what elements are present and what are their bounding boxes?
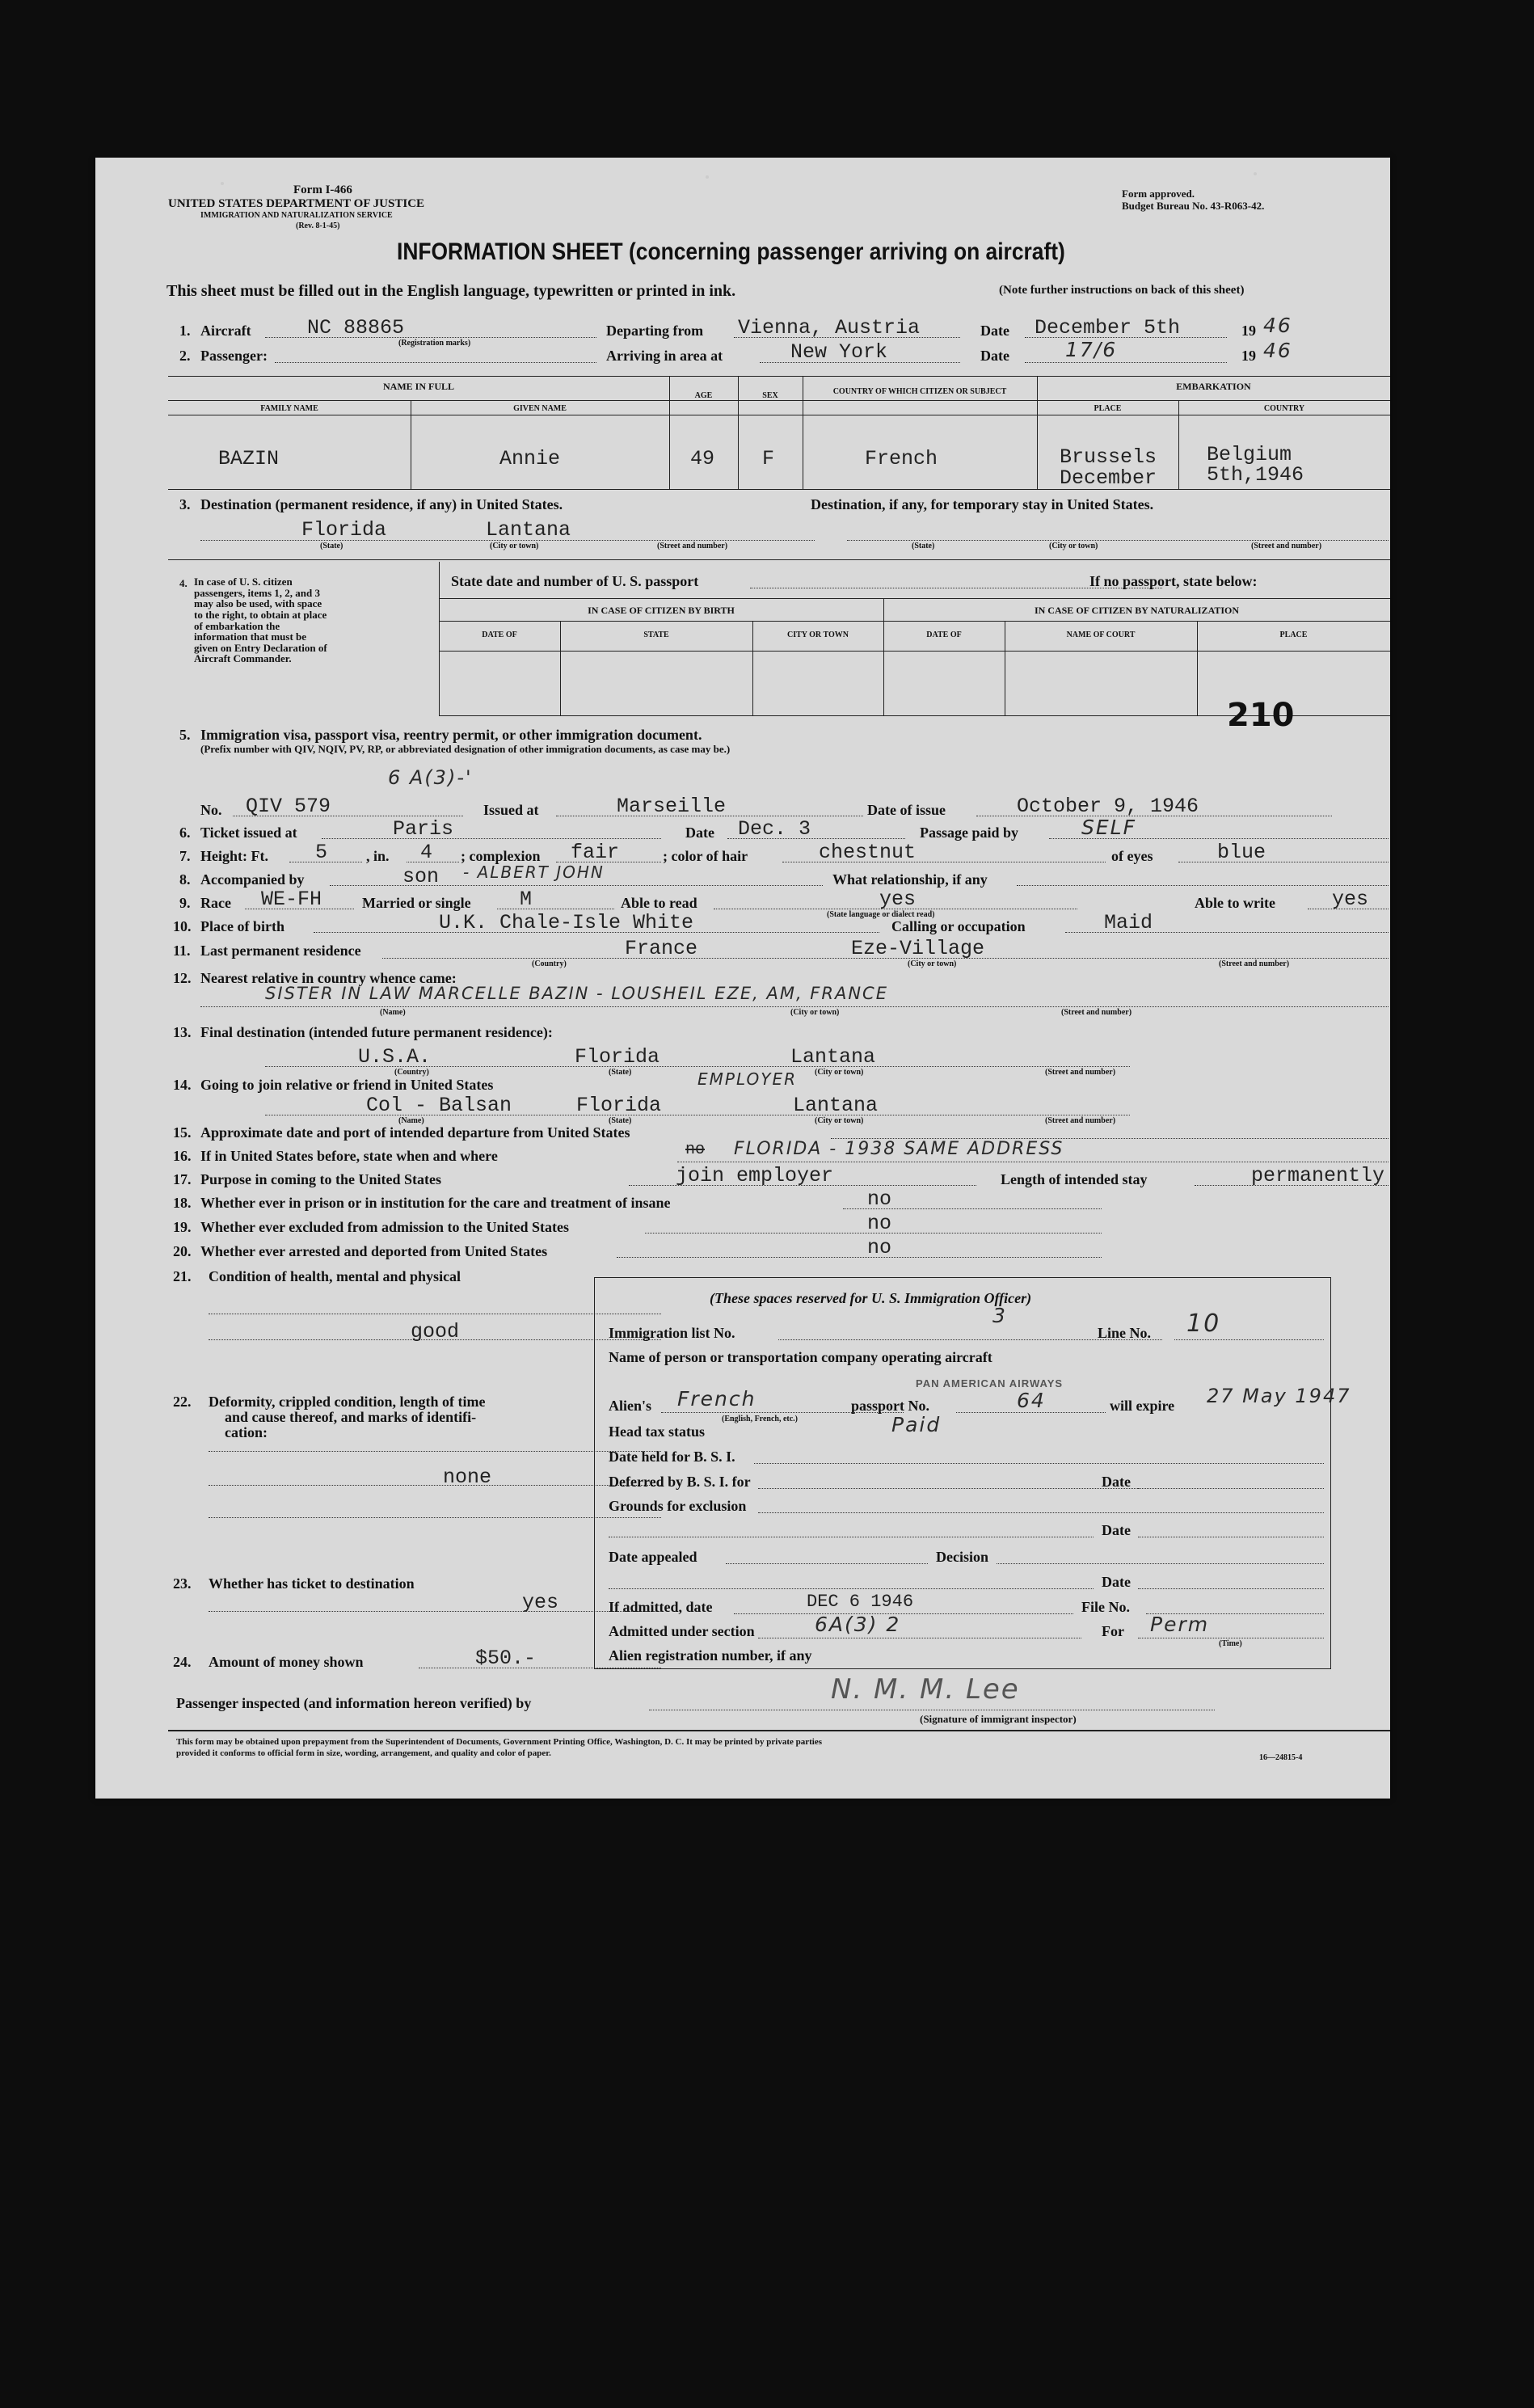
join-state: Florida <box>576 1094 662 1117</box>
last-residence-country: France <box>625 937 698 960</box>
sex: F <box>762 447 775 470</box>
height-ft: 5 <box>315 841 328 864</box>
visa-issue-date: October 9, 1946 <box>1017 795 1199 818</box>
officer-passport-no: 64 <box>1017 1389 1046 1412</box>
deformity: none <box>443 1465 492 1489</box>
passport-expiry: 27 May 1947 <box>1207 1385 1351 1407</box>
visa-issued-at: Marseille <box>617 795 727 818</box>
aliens-nationality: French <box>677 1387 756 1411</box>
money-shown: $50.- <box>475 1647 537 1670</box>
marital-status: M <box>520 888 533 911</box>
hair-color: chestnut <box>819 841 917 864</box>
purpose: join employer <box>676 1164 834 1187</box>
admitted-for: Perm <box>1150 1613 1210 1636</box>
complexion: fair <box>571 841 620 864</box>
destination-label: Destination (permanent residence, if any) in United States. <box>200 496 563 512</box>
department: UNITED STATES DEPARTMENT OF JUSTICE <box>168 197 425 210</box>
form-number: Form I-466 <box>293 183 352 196</box>
visa-number: QIV 579 <box>246 795 331 818</box>
accompanied-by: son <box>402 865 440 888</box>
health-condition: good <box>411 1320 460 1343</box>
arriving-date: 17/6 <box>1065 338 1118 361</box>
embark-country: Belgium <box>1207 443 1292 466</box>
note: (Note further instructions on back of this sheet) <box>999 284 1245 297</box>
ticket-date: Dec. 3 <box>738 817 811 841</box>
head-tax-status: Paid <box>891 1413 942 1436</box>
final-dest-country: U.S.A. <box>358 1045 432 1069</box>
passenger-label: Passenger: <box>200 348 268 364</box>
immigration-list-no: 3 <box>992 1304 1007 1327</box>
officer-box-title: (These spaces reserved for U. S. Immigration Officer) <box>710 1290 1032 1306</box>
admitted-date: DEC 6 1946 <box>807 1592 914 1612</box>
able-to-read: yes <box>879 888 917 911</box>
last-residence-city: Eze-Village <box>851 937 985 960</box>
footer-line-2: provided it conforms to official form in size, wording, arrangement, and quality and color of paper. <box>176 1748 551 1758</box>
page-title: INFORMATION SHEET (concerning passenger arriving on aircraft) <box>397 238 1065 265</box>
stamp-number: 210 <box>1227 697 1295 734</box>
revision: (Rev. 8-1-45) <box>296 221 340 230</box>
join-city: Lantana <box>793 1094 879 1117</box>
inspector-signature: N. M. M. Lee <box>831 1673 1020 1706</box>
operator-stamp: PAN AMERICAN AIRWAYS <box>916 1377 1064 1390</box>
given-name: Annie <box>499 447 561 470</box>
family-name: BAZIN <box>218 447 280 470</box>
admitted-section: 6A(3) 2 <box>815 1613 901 1636</box>
footer-code: 16—24815-4 <box>1259 1753 1303 1762</box>
form-approved: Form approved. <box>1122 188 1195 200</box>
race: WE-FH <box>261 888 322 911</box>
previous-visit: FLORIDA - 1938 SAME ADDRESS <box>734 1139 1064 1159</box>
eye-color: blue <box>1217 841 1266 864</box>
occupation: Maid <box>1104 911 1153 934</box>
footer-line-1: This form may be obtained upon prepayment from the Superintendent of Documents, Government Printing Office, Washington, D. C. It may be printed by private parties <box>176 1737 823 1747</box>
budget-bureau: Budget Bureau No. 43-R063-42. <box>1122 200 1265 212</box>
final-dest-city: Lantana <box>790 1045 876 1069</box>
length-of-stay: permanently <box>1251 1164 1385 1187</box>
visa-label: Immigration visa, passport visa, reentry permit, or other immigration document. <box>200 727 702 743</box>
aircraft-label: Aircraft <box>200 323 251 339</box>
join-name: Col - Balsan <box>366 1094 512 1117</box>
embark-place: Brussels <box>1060 445 1157 469</box>
item4-instruction: In case of U. S. citizen passengers, items 1, 2, and 3 may also be used, with space to the right, to obtain at place of embarkation the information that must be given on Entry Declaration of Aircraft Commander. <box>194 576 327 665</box>
destination-city: Lantana <box>486 518 571 542</box>
information-sheet: Form I-466 UNITED STATES DEPARTMENT OF JUSTICE IMMIGRATION AND NATURALIZATION SERVICE (Rev. 8-1-45) Form approved. Budget Bureau No. 43-R063-42. INFORMATION SHEET (concerning passenger arriving on aircraft) This sheet must be filled out in the English language, typewritten or printed in ink. (Note further instructions on back of this sheet) 1. Aircraft NC 88865 (Registration marks) Departing from Vienna, Austria Date December 5th 19 46 2. Passenger: Arriving in area at New York Date 17/6 19 46 NAME IN FULL FAMILY NAME GIVEN NAME AGE SEX COUNTRY OF WHICH CITIZEN OR SUBJECT EMBARKATION PLACE COUNTRY BAZIN Annie 49 F French Brussels December Belgium 5th,1946 3. Destination (permanent residence, if any) in United States. Destination, if any, for temporary stay in United States. Florida Lantana (State) (City or town) (Street and number) (State) (City or town) (Street and number) 4. In case of U. S. citizen passengers, items 1, 2, and 3 may also be used, with space to the right, to obtain at place of embarkation the information that must be given on Entry Declaration of Aircraft Commander. State date and number of U. S. passport If no passport, state below: IN CASE OF CITIZEN BY BIRTH IN CASE OF CITIZEN BY NATURALIZATION DATE OF STATE CITY OR TOWN DATE OF NAME OF COURT PLACE 210 5. Immigration visa, passport visa, reentry permit, or other immigration document. (Prefix number with QIV, NQIV, PV, RP, or abbreviated designation of other immigration documents, as case may be.) 6 A(3)-' No. QIV 579 Issued at Marseille Date of issue October 9, 1946 6. Ticket issued at Paris Date Dec. 3 Passage paid by SELF 7. Height: Ft. 5 , in. 4 ; complexion fair ; color of hair chestnut of eyes blue 8. Accompanied by son - ALBERT JOHN What relationship, if any 9. Race WE-FH Married or single M Able to read yes (State language or dialect read) Able to write yes 10. Place of birth U.K. Chale-Isle White Calling or occupation Maid 11. Last permanent residence France Eze-Village (Country) (City or town) (Street and number) 12. Nearest relative in country whence came: SISTER IN LAW MARCELLE BAZIN - LOUSHEIL EZE, AM, FRANCE (Name) (City or town) (Street and number) 13. Final destination (intended future permanent residence): U.S.A. Florida Lantana (Country) (State) (City or town) (Street and number) 14. Going to join relative or friend in United States EMPLOYER Col - Balsan Florida Lantana (Name) (State) (City or town) (Street and number) 15. Approximate date and port of intended departure from United States 16. If in United States before, state when and where no FLORIDA - 1938 SAME ADDRESS 17. Purpose in coming to the United States join employer Length of intended stay permanently 18. Whether ever in prison or in institution for the care and treatment of insane no 19. Whether ever excluded from admission to the United States no 20. Whether ever arrested and deported from United States no 21. Condition of health, mental and physical good 22. Deformity, crippled condition, length of time and cause thereof, and marks of identifi- cation: none 23. Whether has ticket to destination yes 24. Amount of money shown $50.- (These spaces reserved for U. S. Immigration Officer) Immigration list No. 3 Line No. 10 Name of person or transportation company operating aircraft PAN AMERICAN AIRWAYS Alien's French (English, French, etc.) passport No. 64 will expire 27 May 1947 Head tax status Paid Date held for B. S. I. Deferred by B. S. I. for Date Grounds for exclusion Date Date appealed Decision Date If admitted, date DEC 6 1946 File No. Admitted under section 6A(3) 2 For Perm (Time) Alien registration number, if any Passenger inspected (and information hereon verified) by N. M. M. Lee (Signature of immigrant inspector) This form may be obtained upon prepayment from the Superintendent of Documents, Government Printing Office, Washington, D. C. It may be printed by private parties provided it conforms to official form in size, wording, arrangement, and quality and color of paper. 16—24815-4 <box>95 158 1390 1799</box>
instruction: This sheet must be filled out in the English language, typewritten or printed in ink. <box>166 282 736 300</box>
has-ticket: yes <box>522 1591 559 1614</box>
aircraft-value: NC 88865 <box>307 316 405 339</box>
height-in: 4 <box>420 841 433 864</box>
departing-value: Vienna, Austria <box>738 316 921 339</box>
arriving-value: New York <box>790 340 888 364</box>
line-no: 10 <box>1186 1309 1221 1338</box>
ticket-issued-at: Paris <box>393 817 454 841</box>
service: IMMIGRATION AND NATURALIZATION SERVICE <box>200 211 393 220</box>
prison-or-institution: no <box>867 1187 892 1211</box>
place-of-birth: U.K. Chale-Isle White <box>439 911 694 934</box>
ever-excluded: no <box>867 1212 892 1235</box>
passage-paid-by: SELF <box>1081 816 1136 839</box>
final-dest-state: Florida <box>575 1045 660 1069</box>
departing-date: December 5th <box>1035 316 1181 339</box>
destination-state: Florida <box>301 518 387 542</box>
able-to-write: yes <box>1332 888 1369 911</box>
age: 49 <box>690 447 715 470</box>
nearest-relative: SISTER IN LAW MARCELLE BAZIN - LOUSHEIL EZE, AM, FRANCE <box>265 984 888 1003</box>
ever-deported: no <box>867 1236 892 1259</box>
citizen-country: French <box>865 447 938 470</box>
